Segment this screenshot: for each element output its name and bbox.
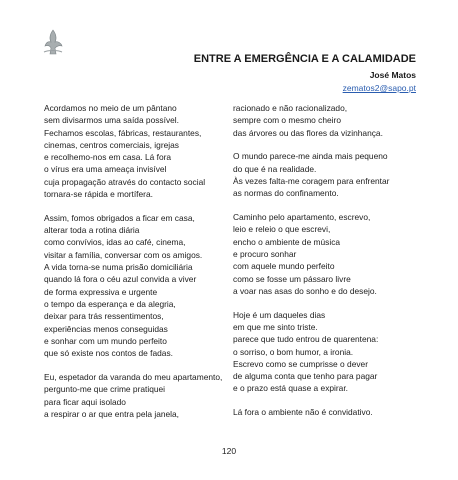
poem-line: cuja propagação através do contacto social [44,176,206,187]
poem-line: de alguma conta que tenho para pagar [233,371,378,382]
poem-line: das árvores ou das flores da vizinhança. [233,127,383,138]
poem-title: ENTRE A EMERGÊNCIA E A CALAMIDADE [193,53,416,65]
poem-line: a respirar o ar que entra pela janela, [44,408,180,419]
poem-line: de forma expressiva e urgente [44,286,158,297]
poem-line: encho o ambiente de música [233,236,341,247]
poem-line: e recolhemo-nos em casa. Lá fora [44,152,172,163]
poem-stanza [44,371,234,420]
poem-stanza [233,102,423,139]
poem-line: pergunto-me que crime pratiquei [44,384,166,395]
poem-line: para ficar aqui isolado [44,396,126,407]
poem-line: quando lá fora o céu azul convida a viver [44,274,197,285]
poem-line: alterar toda a rotina diária [44,225,140,236]
poem-line: Escrevo como se cumprisse o dever [233,358,368,369]
poem-line: o sorriso, o bom humor, a ironia. [233,346,354,357]
page-number: 120 [221,446,237,456]
poem-line: tornara-se rápida e mortífera. [44,189,153,200]
poem-line: a voar nas asas do sonho e do desejo. [233,285,377,296]
poem-stanza [233,150,423,199]
poem-line: Às vezes falta-me coragem para enfrentar [233,175,390,186]
poem-line: Caminho pelo apartamento, escrevo, [233,212,371,223]
poem-line: Assim, fomos obrigados a ficar em casa, [44,212,195,223]
poem-line: Fechamos escolas, fábricas, restaurantes, [44,127,202,138]
poem-column-left [44,102,234,432]
poem-line: em que me sinto triste. [233,321,318,332]
poem-line: cinemas, centros comerciais, igrejas [44,139,179,150]
poem-stanza [233,406,423,418]
poem-line: como se fosse um pássaro livre [233,273,351,284]
poem-line: as normas do confinamento. [233,188,339,199]
poem-line: como convívios, idas ao café, cinema, [44,237,186,248]
poem-line: e o prazo está quase a expirar. [233,383,348,394]
poem-line: Lá fora o ambiente não é convidativo. [233,407,373,418]
decorative-logo-icon [40,28,66,56]
author-email-link[interactable]: zematos2@sapo.pt [342,83,416,93]
poem-line: deixar para trás ressentimentos, [44,311,164,322]
author-name: José Matos [369,70,416,80]
poem-line: o tempo da esperança e da alegria, [44,298,176,309]
poem-line: O mundo parece-me ainda mais pequeno [233,151,388,162]
poem-stanza [233,309,423,395]
poem-line: sem divisarmos uma saída possível. [44,115,179,126]
poem-line: que só existe nos contos de fadas. [44,348,173,359]
poem-line: parece que tudo entrou de quarentena: [233,334,379,345]
poem-line: visitar a família, conversar com os amigos. [44,249,203,260]
poem-line: Eu, espetador da varanda do meu apartamento, [44,371,223,382]
poem-line: leio e releio o que escrevi, [233,224,331,235]
poem-stanza [44,102,234,200]
poem-stanza [44,212,234,360]
poem-line: e procuro sonhar [233,248,297,259]
poem-stanza [233,211,423,297]
poem-line: experiências menos conseguidas [44,323,168,334]
poem-line: e sonhar com um mundo perfeito [44,335,167,346]
poem-line: Hoje é um daqueles dias [233,309,326,320]
poem-line: com aquele mundo perfeito [233,261,335,272]
poem-line: sempre com o mesmo cheiro [233,115,341,126]
poem-line: Acordamos no meio de um pântano [44,103,177,113]
poem-line: do que é na realidade. [233,163,317,174]
poem-line: racionado e não racionalizado, [233,103,348,113]
poem-line: o vírus era uma ameaça invisível [44,164,167,175]
poem-column-right [233,102,423,430]
poem-line: A vida torna-se numa prisão domiciliária [44,262,193,273]
